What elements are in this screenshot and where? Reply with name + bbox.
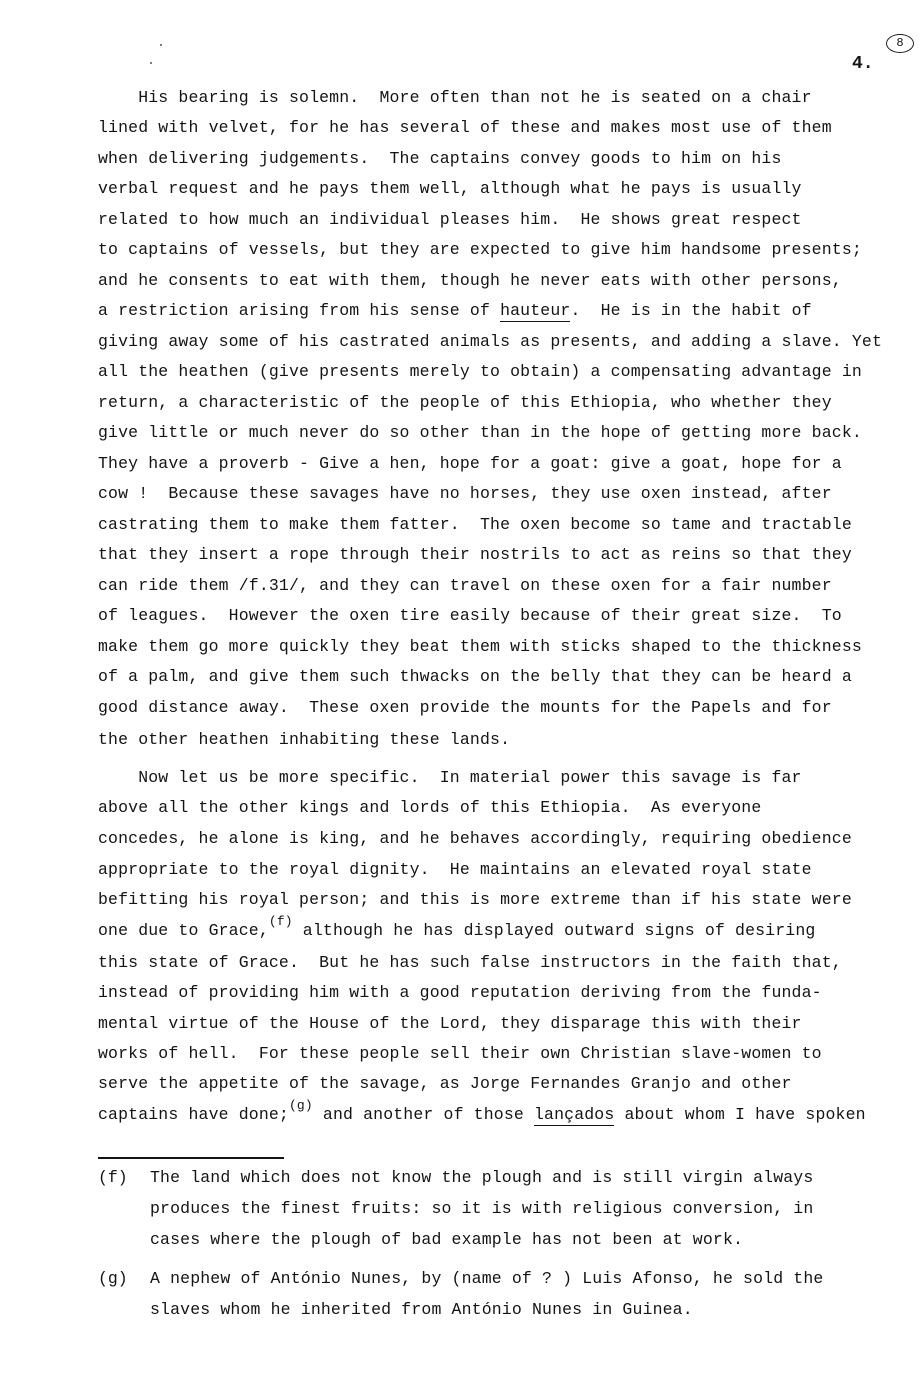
line-text: and another of those bbox=[312, 1105, 534, 1124]
footnote-line: slaves whom he inherited from António Nunes in Guinea. bbox=[150, 1300, 693, 1319]
body-line: give little or much never do so other than in the hope of getting more back. bbox=[98, 423, 862, 442]
body-line: giving away some of his castrated animals as presents, and adding a slave. Yet bbox=[98, 332, 883, 351]
circled-page-number: 8 bbox=[886, 34, 914, 53]
body-line: when delivering judgements. The captains convey goods to him on his bbox=[98, 149, 782, 168]
body-line: castrating them to make them fatter. The oxen become so tame and tractable bbox=[98, 515, 852, 534]
body-line: all the heathen (give presents merely to obtain) a compensating advantage in bbox=[98, 362, 862, 381]
body-line: befitting his royal person; and this is more extreme than if his state were bbox=[98, 890, 852, 909]
body-line: cow ! Because these savages have no horses, they use oxen instead, after bbox=[98, 484, 832, 503]
body-line: verbal request and he pays them well, although what he pays is usually bbox=[98, 179, 802, 198]
footnote-ref-g: (g) bbox=[288, 1098, 313, 1113]
body-line: make them go more quickly they beat them with sticks shaped to the thickness bbox=[98, 637, 862, 656]
body-line: related to how much an individual pleases him. He shows great respect bbox=[98, 210, 802, 229]
body-line bbox=[98, 1098, 866, 1126]
body-line: good distance away. These oxen provide the mounts for the Papels and for bbox=[98, 698, 832, 717]
footnote-mark: (f) bbox=[98, 1168, 128, 1187]
body-line: appropriate to the royal dignity. He maintains an elevated royal state bbox=[98, 860, 812, 879]
footnote-line: cases where the plough of bad example has not been at work. bbox=[150, 1230, 744, 1249]
underlined-word: lançados bbox=[533, 1105, 615, 1124]
body-line: above all the other kings and lords of this Ethiopia. As everyone bbox=[98, 798, 762, 817]
body-line: of leagues. However the oxen tire easily because of their great size. To bbox=[98, 606, 842, 625]
footnote-line: The land which does not know the plough and is still virgin always bbox=[150, 1168, 814, 1187]
body-line: instead of providing him with a good reputation deriving from the funda- bbox=[98, 983, 822, 1002]
scan-speck bbox=[160, 44, 162, 46]
footnote-line: A nephew of António Nunes, by (name of ? ) Luis Afonso, he sold the bbox=[150, 1269, 824, 1288]
body-line: Now let us be more specific. In material power this savage is far bbox=[98, 768, 802, 787]
body-line: return, a characteristic of the people of this Ethiopia, who whether they bbox=[98, 393, 832, 412]
body-line: mental virtue of the House of the Lord, they disparage this with their bbox=[98, 1014, 802, 1033]
footnote-ref-f: (f) bbox=[268, 914, 293, 929]
body-line: that they insert a rope through their nostrils to act as reins so that they bbox=[98, 545, 852, 564]
body-line: this state of Grace. But he has such false instructors in the faith that, bbox=[98, 953, 842, 972]
body-line: the other heathen inhabiting these lands. bbox=[98, 730, 511, 749]
line-text: one due to Grace, bbox=[98, 921, 269, 940]
body-line bbox=[98, 914, 816, 942]
line-text: about whom I have spoken bbox=[614, 1105, 866, 1124]
line-text: although he has displayed outward signs of desiring bbox=[292, 921, 816, 940]
footnote-mark: (g) bbox=[98, 1269, 128, 1288]
line-text: captains have done; bbox=[98, 1105, 289, 1124]
page-number: 4. bbox=[852, 54, 874, 74]
body-line: and he consents to eat with them, though he never eats with other persons, bbox=[98, 271, 842, 290]
body-line: His bearing is solemn. More often than not he is seated on a chair bbox=[98, 88, 812, 107]
body-line: serve the appetite of the savage, as Jorge Fernandes Granjo and other bbox=[98, 1074, 792, 1093]
scan-speck bbox=[150, 62, 152, 64]
body-line: They have a proverb - Give a hen, hope for a goat: give a goat, hope for a bbox=[98, 454, 842, 473]
line-text: . He is in the habit of bbox=[570, 301, 812, 320]
body-line bbox=[98, 301, 812, 321]
body-line: works of hell. For these people sell their own Christian slave-women to bbox=[98, 1044, 822, 1063]
body-line: concedes, he alone is king, and he behaves accordingly, requiring obedience bbox=[98, 829, 852, 848]
footnote-line: produces the finest fruits: so it is with religious conversion, in bbox=[150, 1199, 814, 1218]
line-text: a restriction arising from his sense of bbox=[98, 301, 501, 320]
body-line: to captains of vessels, but they are expected to give him handsome presents; bbox=[98, 240, 862, 259]
body-line: lined with velvet, for he has several of these and makes most use of them bbox=[98, 118, 832, 137]
underlined-word: hauteur bbox=[500, 301, 571, 320]
body-line: of a palm, and give them such thwacks on the belly that they can be heard a bbox=[98, 667, 852, 686]
body-line: can ride them /f.31/, and they can travel on these oxen for a fair number bbox=[98, 576, 832, 595]
footnote-separator bbox=[98, 1157, 284, 1159]
